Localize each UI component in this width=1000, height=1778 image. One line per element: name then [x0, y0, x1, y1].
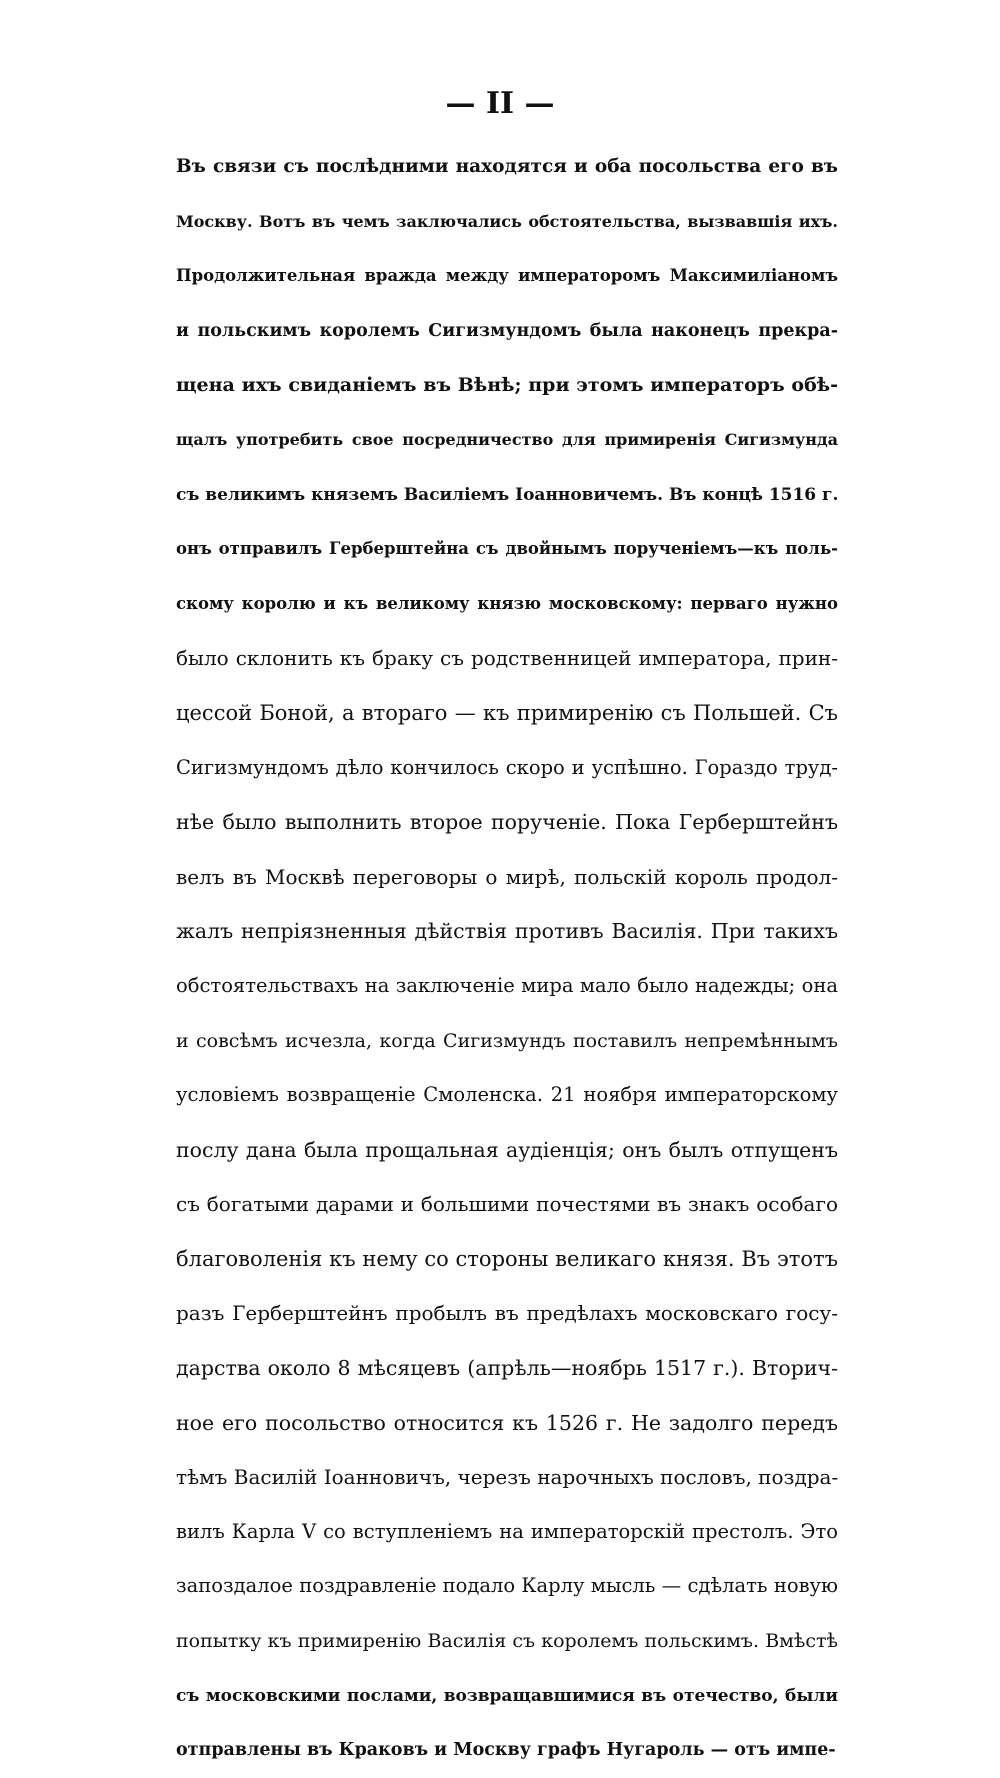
text-line: тѣмъ Василій Іоанновичъ, черезъ нарочныхъ пословъ, поздра-: [176, 1465, 839, 1490]
text-line: Москву. Вотъ въ чемъ заключались обстоятельства, вызвавшія ихъ.: [176, 211, 838, 231]
text-line: велъ въ Москвѣ переговоры о мирѣ, польскій король продол-: [176, 864, 838, 889]
text-line: послу дана была прощальная аудіенція; онъ былъ отпущенъ: [176, 1137, 838, 1162]
text-line: было склонить къ браку съ родственницей императора, прин-: [176, 646, 838, 671]
text-line: Продолжительная вражда между императоромъ Максимиліаномъ: [176, 266, 838, 286]
text-line: цессой Боной, а втораго — къ примиренію съ Польшей. Съ: [176, 700, 838, 725]
text-line: щалъ употребить свое посредничество для примиренія Сигизмунда: [176, 429, 838, 449]
text-line: обстоятельствахъ на заключеніе мира мало было надежды; она: [176, 973, 838, 997]
text-line: щена ихъ свиданіемъ въ Вѣнѣ; при этомъ императоръ обѣ-: [176, 374, 838, 397]
text-line: нѣе было выполнить второе порученіе. Пока Герберштейнъ: [176, 810, 838, 835]
text-line: отправлены въ Краковъ и Москву графъ Нугароль — отъ импе-: [176, 1740, 836, 1761]
body-text: [176, 140, 838, 1778]
text-line: попытку къ примиренію Василія съ королемъ польскимъ. Вмѣстѣ: [176, 1630, 838, 1653]
text-line: запоздалое поздравленіе подало Карлу мысль — сдѣлать новую: [176, 1574, 838, 1598]
text-line: съ великимъ княземъ Василіемъ Іоанновичемъ. Въ концѣ 1516 г.: [176, 484, 839, 505]
text-line: скому королю и къ великому князю московскому: перваго нужно: [176, 593, 838, 613]
text-line: съ богатыми дарами и большими почестями въ знакъ особаго: [176, 1192, 838, 1217]
text-line: дарства около 8 мѣсяцевъ (апрѣль—ноябрь 1517 г.). Вторич-: [176, 1356, 838, 1381]
text-line: онъ отправилъ Герберштейна съ двойнымъ порученіемъ—къ поль-: [176, 539, 838, 559]
text-line: Сигизмундомъ дѣло кончилось скоро и успѣшно. Гораздо труд-: [176, 755, 838, 779]
text-line: жалъ непріязненныя дѣйствія противъ Василія. При такихъ: [176, 919, 838, 944]
text-line: ное его посольство относится къ 1526 г. Не задолго передъ: [176, 1410, 838, 1435]
text-line: условіемъ возвращеніе Смоленска. 21 ноября императорскому: [176, 1083, 838, 1107]
text-line: вилъ Карла V со вступленіемъ на императорскій престолъ. Это: [176, 1519, 838, 1543]
text-line: и совсѣмъ исчезла, когда Сигизмундъ поставилъ непремѣннымъ: [176, 1029, 838, 1052]
text-line: съ московскими послами, возвращавшимися въ отечество, были: [176, 1685, 838, 1706]
text-line: и польскимъ королемъ Сигизмундомъ была наконецъ прекра-: [176, 320, 838, 341]
text-line: разъ Герберштейнъ пробылъ въ предѣлахъ московскаго госу-: [176, 1301, 838, 1326]
page-number: — II —: [445, 86, 555, 121]
text-line: Въ связи съ послѣдними находятся и оба посольства его въ: [176, 156, 838, 177]
text-line: благоволенія къ нему со стороны великаго князя. Въ этотъ: [176, 1246, 838, 1271]
